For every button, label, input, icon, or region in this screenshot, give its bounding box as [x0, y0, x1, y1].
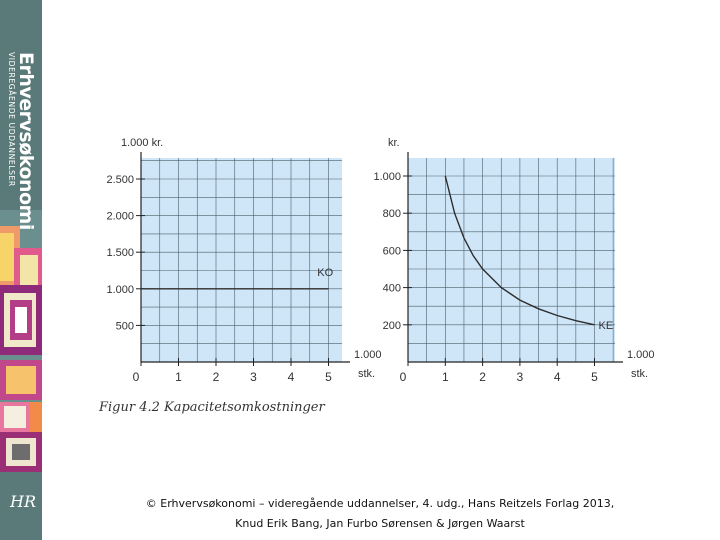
x-tick-label: 1: [175, 370, 182, 384]
footer-line-2: Knud Erik Bang, Jan Furbo Sørensen & Jørgen Waarst: [235, 517, 525, 530]
x-axis-unit-label-2: stk.: [358, 368, 376, 380]
y-axis-unit-label: kr.: [388, 137, 400, 149]
y-tick-label: 1.000: [373, 171, 401, 183]
x-axis-unit-label: 1.000: [354, 349, 382, 361]
y-tick-label: 600: [382, 245, 401, 258]
y-tick-label: 200: [382, 319, 401, 332]
y-tick-label: 1.000: [106, 283, 134, 296]
brand-subtitle: VIDEREGÅENDE UDDANNELSER: [7, 52, 16, 187]
plot-area: [408, 158, 615, 362]
y-tick-label: 2.000: [106, 210, 134, 223]
x-tick-label: 3: [250, 370, 257, 384]
footer-line-1: © Erhvervsøkonomi – videregående uddannelser, 4. udg., Hans Reitzels Forlag 2013,: [145, 497, 615, 510]
x-tick-label: 2: [212, 370, 220, 384]
figure-caption: Figur 4.2 Kapacitetsomkostninger: [99, 400, 325, 415]
x-tick-label: 3: [516, 370, 524, 384]
brand-title: Erhvervsøkonomi: [15, 52, 37, 230]
y-tick-label: 500: [115, 320, 134, 333]
x-axis-unit-label-2: stk.: [631, 368, 649, 380]
x-tick-label: 0: [132, 370, 140, 384]
x-tick-label: 4: [553, 370, 561, 384]
publisher-logo: HR: [10, 492, 36, 511]
x-tick-label: 1: [441, 370, 449, 384]
x-tick-label: 5: [591, 370, 598, 384]
y-tick-label: 400: [382, 282, 401, 295]
x-tick-label: 4: [287, 370, 295, 384]
y-tick-label: 800: [382, 208, 401, 221]
series-label-ko: KO: [317, 266, 334, 279]
footer-citation: [110, 494, 650, 534]
series-label-ke: KE: [598, 319, 614, 332]
x-axis-unit-label: 1.000: [627, 349, 655, 361]
x-tick-label: 0: [399, 370, 407, 384]
plot-area: [141, 158, 342, 362]
y-axis-unit-label: 1.000 kr.: [121, 137, 164, 149]
x-tick-label: 5: [325, 370, 332, 384]
x-tick-label: 2: [479, 370, 486, 384]
y-tick-label: 2.500: [106, 174, 134, 186]
y-tick-label: 1.500: [106, 247, 134, 260]
